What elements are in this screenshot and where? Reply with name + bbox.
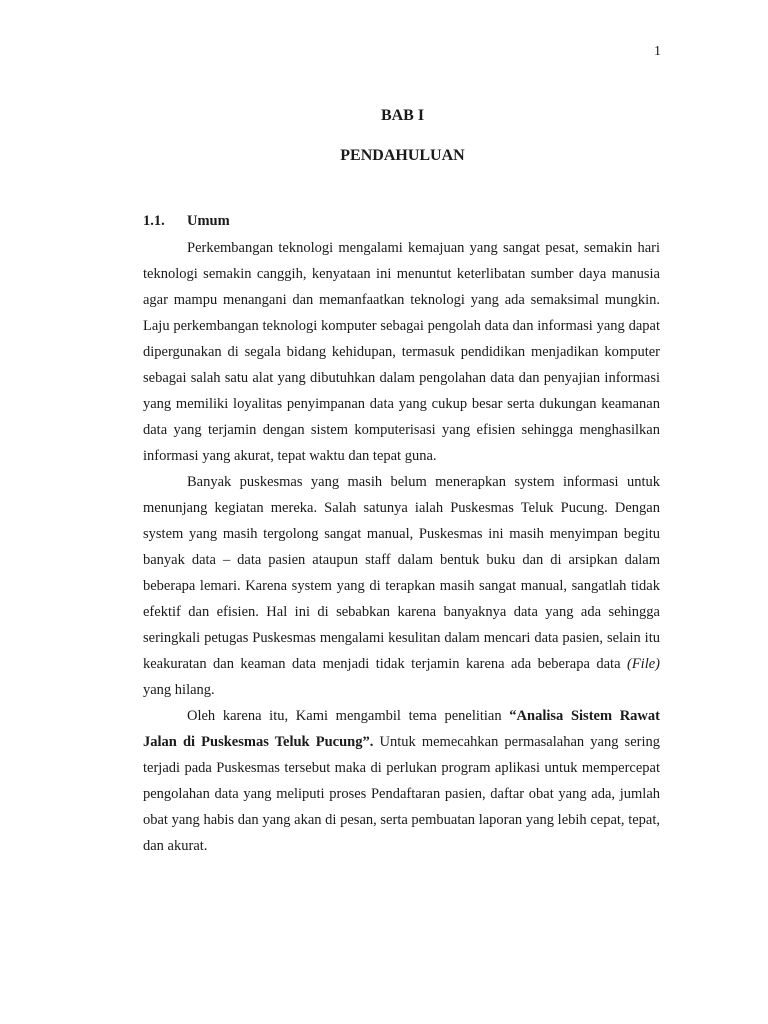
research-title: “Analisa Sistem Rawat Jalan di Puskesmas Teluk Pucung”.	[143, 708, 660, 750]
chapter-title: PENDAHULUAN	[340, 147, 465, 164]
paragraph-2-italic: (File)	[626, 656, 660, 672]
body-text	[143, 235, 660, 859]
paragraph-3-text: Oleh karena itu, Kami mengambil tema penelitian	[187, 708, 510, 724]
paragraph-3-text-end: Untuk memecahkan permasalahan yang sering terjadi pada Puskesmas tersebut maka di perlukan program aplikasi untuk mempercepat pengolahan data yang meliputi proses Pendaftaran pasien, daftar obat yang ada, jumlah obat yang habis dan yang akan di pesan, serta pembuatan laporan yang lebih cepat, tepat, dan akurat.	[143, 734, 660, 854]
section-heading	[143, 213, 230, 230]
section-title: Umum	[187, 213, 230, 229]
paragraph-2	[143, 469, 660, 703]
page-number: 1	[654, 44, 661, 59]
paragraph-2-text-end: yang hilang.	[143, 682, 215, 698]
paragraph-3	[143, 703, 660, 859]
paragraph-1: Perkembangan teknologi mengalami kemajuan yang sangat pesat, semakin hari teknologi semakin canggih, kenyataan ini menuntut keterlibatan sumber daya manusia agar mampu menangani dan memanfaatkan teknologi yang ada semaksimal mungkin. Laju perkembangan teknologi komputer sebagai pengolah data dan informasi yang dapat dipergunakan di segala bidang kehidupan, termasuk pendidikan menjadikan komputer sebagai salah satu alat yang dibutuhkan dalam pengolahan data dan penyajian informasi yang memiliki loyalitas penyimpanan data yang cukup besar serta dukungan keamanan data yang terjamin dengan sistem komputerisasi yang efisien sehingga menghasilkan informasi yang akurat, tepat waktu dan tepat guna.	[143, 240, 660, 464]
paragraph-2-text: Banyak puskesmas yang masih belum menerapkan system informasi untuk menunjang kegiatan mereka. Salah satunya ialah Puskesmas Teluk Pucung. Dengan system yang masih tergolong sangat manual, Puskesmas ini masih menyimpan begitu banyak data – data pasien ataupun staff dalam bentuk buku dan di arsipkan dalam beberapa lemari. Karena system yang di terapkan masih sangat manual, sangatlah tidak efektif dan efisien. Hal ini di sebabkan karena banyaknya data yang ada sehingga seringkali petugas Puskesmas mengalami kesulitan dalam mencari data pasien, selain itu keakuratan dan keaman data menjadi tidak terjamin karena ada beberapa data	[143, 474, 660, 672]
chapter-number: BAB I	[380, 107, 425, 124]
section-number: 1.1.	[143, 213, 165, 229]
